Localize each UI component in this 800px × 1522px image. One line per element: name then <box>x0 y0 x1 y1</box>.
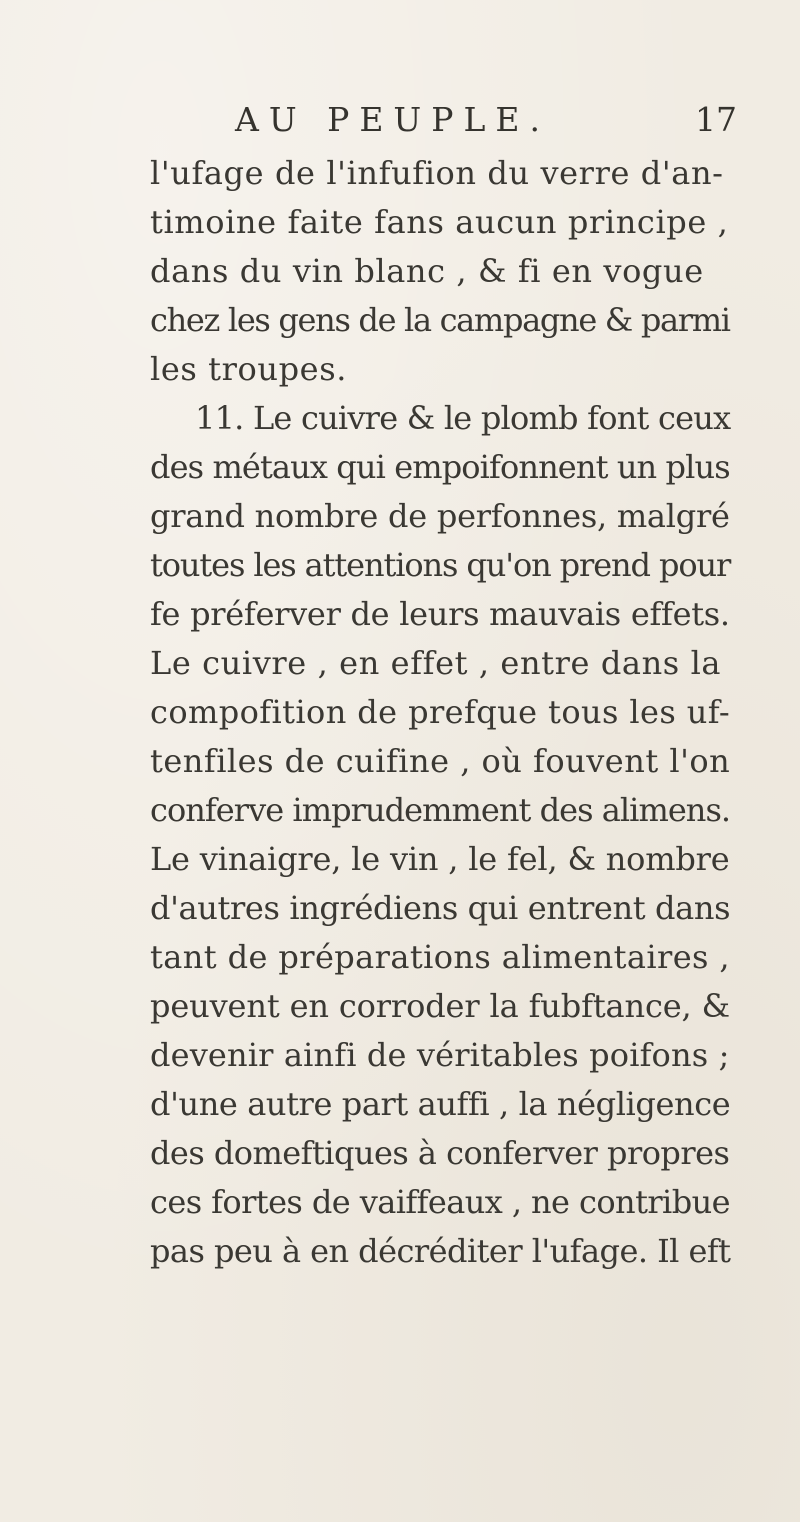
text-line: compofition de prefque tous les uf- <box>150 693 731 731</box>
text-line: toutes les attentions qu'on prend pour <box>150 546 731 584</box>
text-line: d'une autre part auffi , la négligence <box>150 1085 731 1123</box>
text-line: Le cuivre , en effet , entre dans la <box>150 644 722 682</box>
text-line: ces fortes de vaiffeaux , ne contribue <box>150 1183 731 1221</box>
text-line: tenfiles de cuifine , où fouvent l'on <box>150 742 731 780</box>
text-line: chez les gens de la campagne & parmi <box>150 301 730 339</box>
text-line: peuvent en corroder la fubftance, & <box>150 987 730 1025</box>
text-line: 11. Le cuivre & le plomb font ceux <box>195 399 731 437</box>
page-header <box>0 92 800 142</box>
text-line: dans du vin blanc , & fi en vogue <box>150 252 704 290</box>
text-line: pas peu à en décréditer l'ufage. Il eft <box>150 1232 731 1270</box>
running-head: AU PEUPLE. <box>235 100 550 139</box>
text-line: les troupes. <box>150 350 348 388</box>
text-line: fe préferver de leurs mauvais effets. <box>150 595 730 633</box>
text-line: des métaux qui empoifonnent un plus <box>150 448 730 486</box>
text-line: Le vinaigre, le vin , le fel, & nombre <box>150 840 730 878</box>
text-line: tant de préparations alimentaires , <box>150 938 730 976</box>
text-line: l'ufage de l'infufion du verre d'an- <box>150 154 724 192</box>
text-line: devenir ainfi de véritables poifons ; <box>150 1036 730 1074</box>
text-line: timoine faite fans aucun principe , <box>150 203 729 241</box>
text-line: d'autres ingrédiens qui entrent dans <box>150 889 731 927</box>
page-number: 17 <box>695 100 737 139</box>
text-line: grand nombre de perfonnes, malgré <box>150 497 730 535</box>
text-line: conferve imprudemment des alimens. <box>150 791 731 829</box>
text-line: des domeftiques à conferver propres <box>150 1134 730 1172</box>
